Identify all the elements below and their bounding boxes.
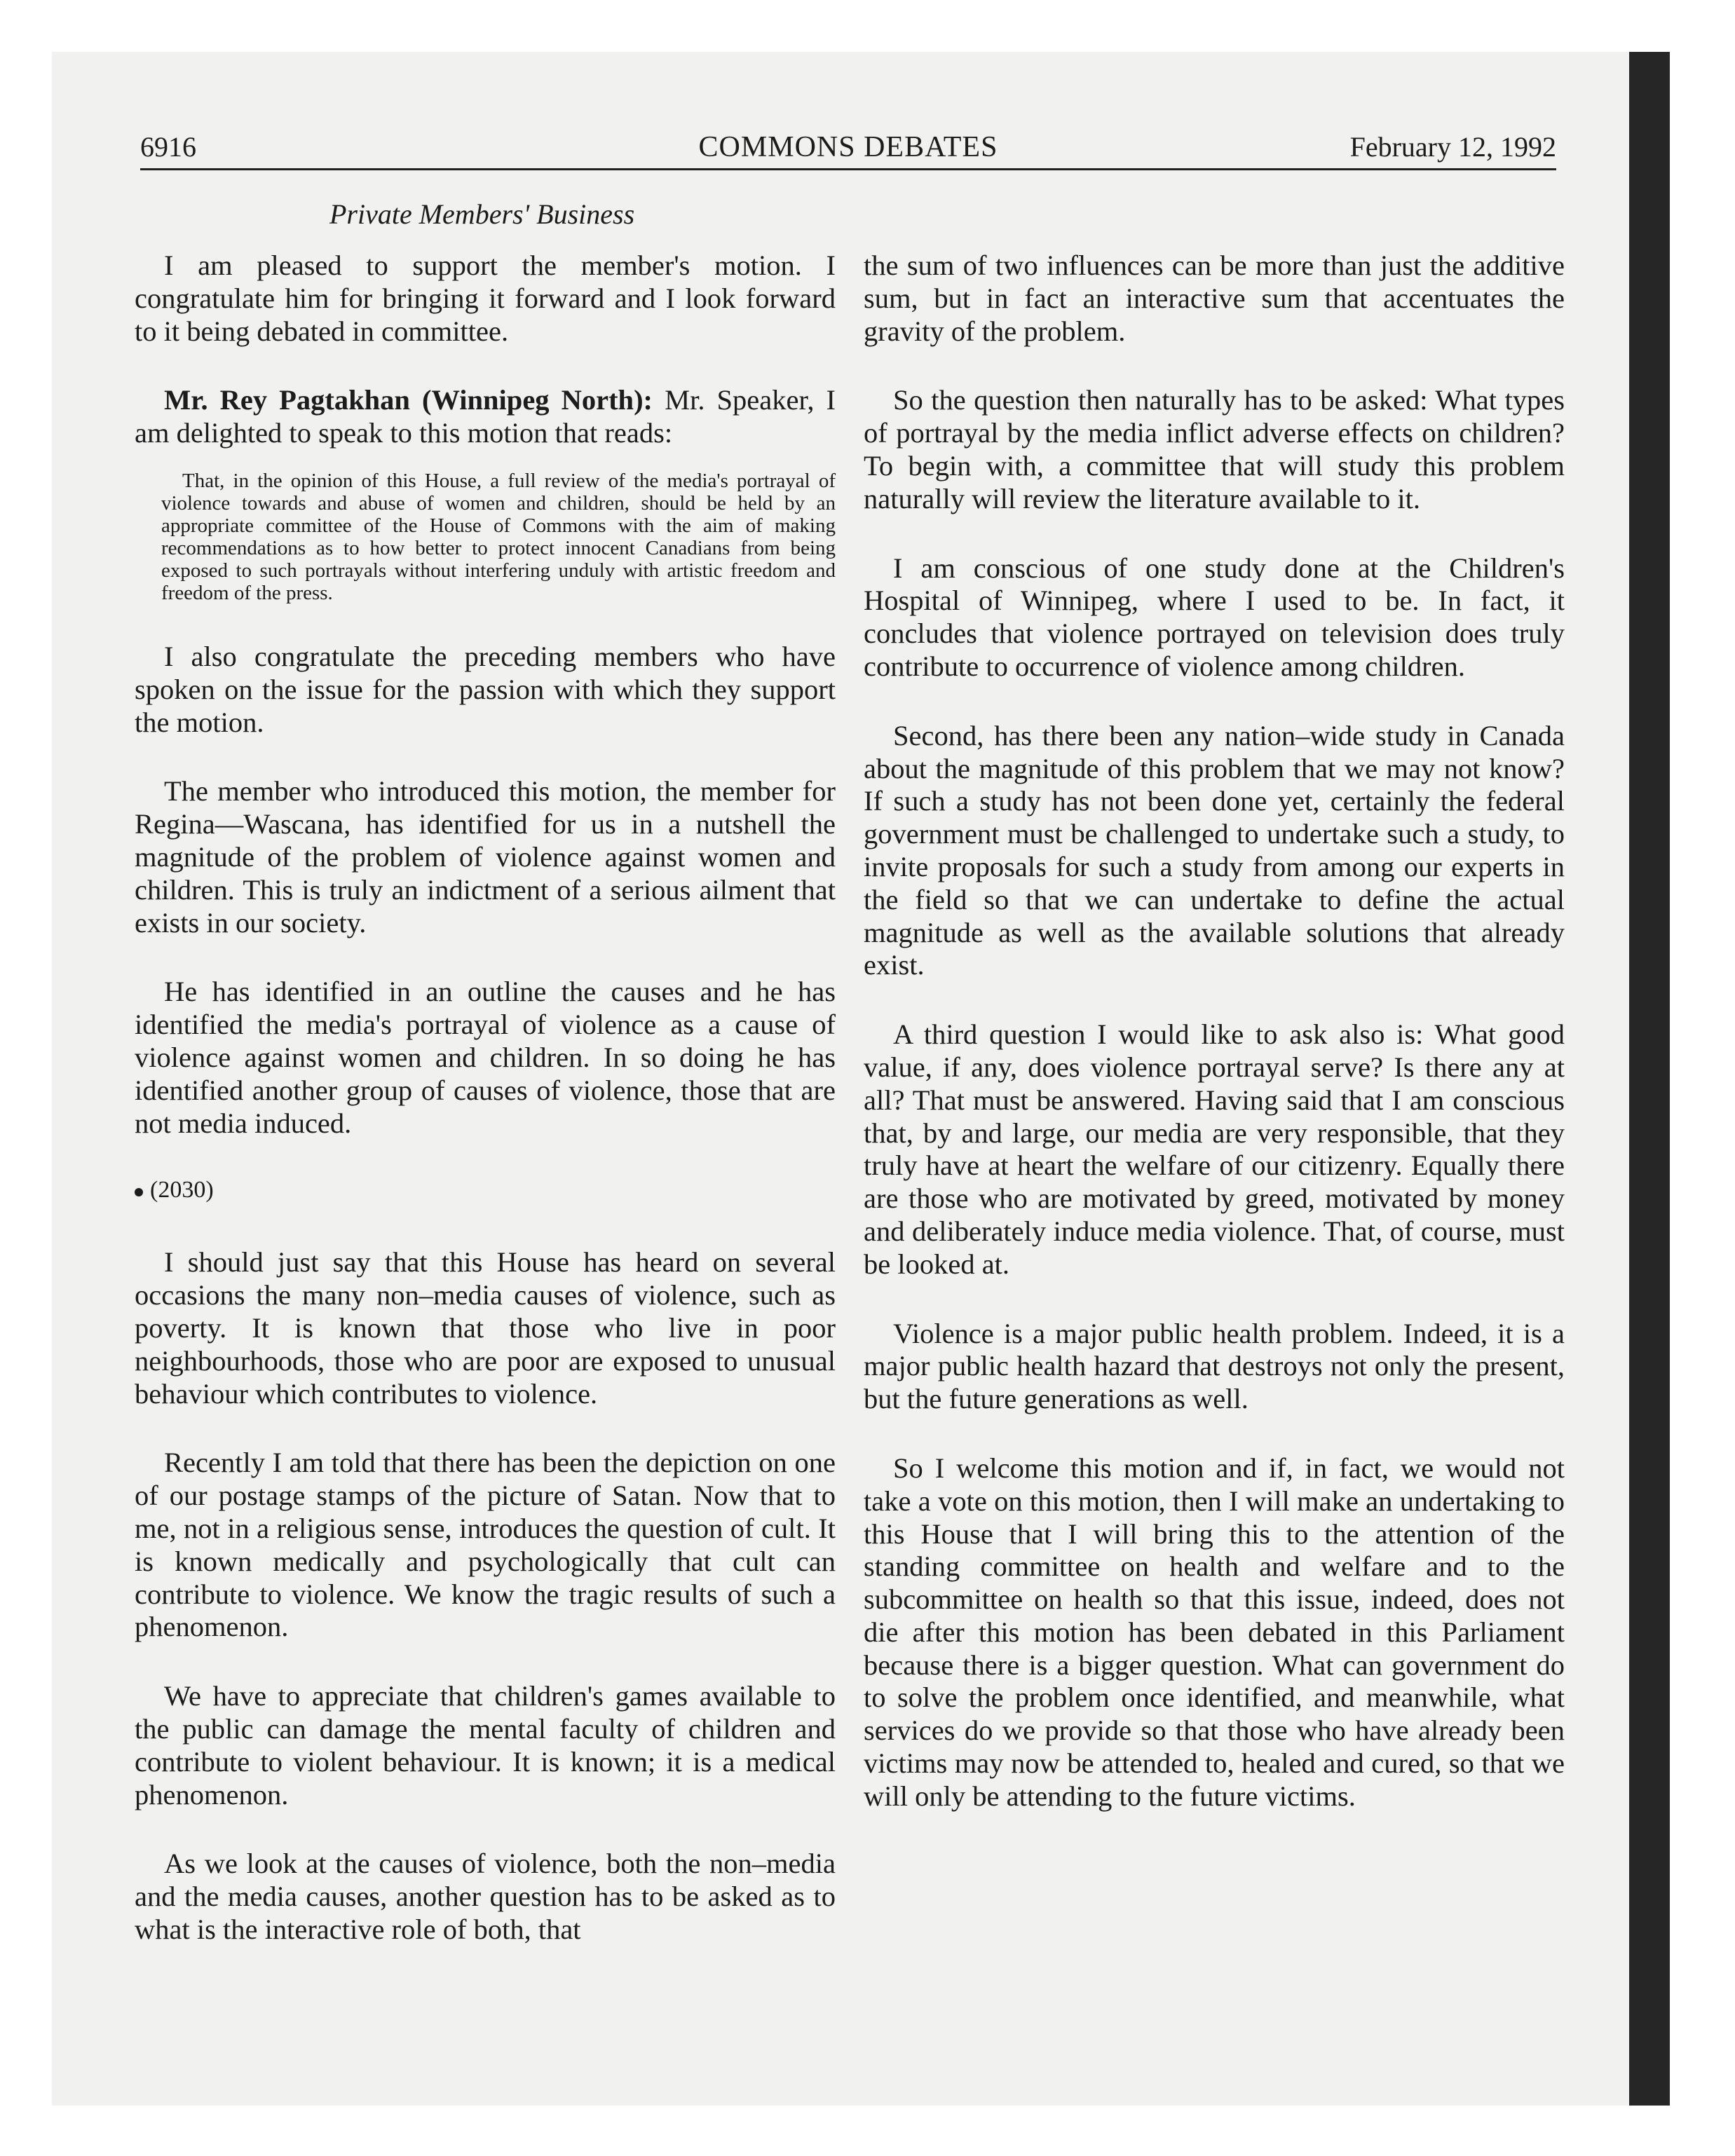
paragraph: The member who introduced this motion, the member for Regina—Wascana, has identified for us in a nutshell the magnitude of the problem of violence against women and children. This is truly an indictment of a serious ailment that exists in our society. <box>135 775 836 939</box>
paragraph: I am conscious of one study done at the Children's Hospital of Winnipeg, where I used to be. In fact, it concludes that violence portrayed on television does truly contribute to occurrence of violence among children. <box>864 552 1565 682</box>
paragraph: He has identified in an outline the causes and he has identified the media's portrayal of violence as a cause of violence against women and children. In so doing he has identified another group of causes of violence, those that are not media induced. <box>135 976 836 1139</box>
paragraph: So I welcome this motion and if, in fact, we would not take a vote on this motion, then I will make an undertaking to this House that I will bring this to the attention of the standing committee on health and welfare and to the subcommittee on health so that this issue, indeed, does not die after this motion has been debated in this Parliament because there is a bigger question. What can government do to solve the problem once identified, and meanwhile, what services do we provide so that those who have already been victims may now be attended to, healed and cured, so that we will only be attending to the future victims. <box>864 1452 1565 1812</box>
paragraph: I should just say that this House has heard on several occasions the many non–media causes of violence, such as poverty. It is known that those who live in poor neighbourhoods, those who are poor are exposed to unusual behaviour which contributes to violence. <box>135 1246 836 1410</box>
paragraph: Second, has there been any nation–wide study in Canada about the magnitude of this problem that we may not know? If such a study has not been done yet, certainly the federal government must be challenged to undertake such a study, to invite proposals for such a study from among our experts in the field so that we can undertake to define the actual magnitude as well as the available solutions that already exist. <box>864 719 1565 981</box>
paragraph: We have to appreciate that children's games available to the public can damage the mental faculty of children and contribute to violent behaviour. It is known; it is a medical phenomenon. <box>135 1680 836 1810</box>
paragraph: So the question then naturally has to be asked: What types of portrayal by the media inflict adverse effects on children? To begin with, a committee that will study this problem naturally will review the literature available to it. <box>864 384 1565 514</box>
paragraph: I am pleased to support the member's motion. I congratulate him for bringing it forward and I look forward to it being debated in committee. <box>135 250 836 347</box>
left-column <box>135 250 836 1983</box>
paragraph: Recently I am told that there has been the depiction on one of our postage stamps of the picture of Satan. Now that to me, not in a religious sense, introduces the question of cult. It is known medically and psychologically that cult can contribute to violence. We know the tragic results of such a phenomenon. <box>135 1447 836 1643</box>
scan-border-edge <box>1629 52 1670 2106</box>
paragraph: A third question I would like to ask also is: What good value, if any, does violence portrayal serve? Is there any at all? That must be answered. Having said that I am conscious that, by and large, our media are very responsible, that they truly have at heart the welfare of our citizenry. Equally there are those who are motivated by greed, motivated by money and deliberately induce media violence. That, of course, must be looked at. <box>864 1018 1565 1280</box>
right-column <box>864 250 1565 1850</box>
paragraph: Violence is a major public health problem. Indeed, it is a major public health hazard that destroys not only the present, but the future generations as well. <box>864 1317 1565 1415</box>
section-heading: Private Members' Business <box>329 198 635 230</box>
paragraph-text: Mr. Speaker, I am delighted to speak to this motion that reads: <box>135 384 836 449</box>
time-marker-text: (2030) <box>150 1177 214 1203</box>
page-number: 6916 <box>140 131 196 163</box>
publication-title: COMMONS DEBATES <box>698 131 998 163</box>
time-marker <box>135 1176 836 1204</box>
bullet-icon <box>135 1188 143 1196</box>
speaker-paragraph <box>135 384 836 450</box>
issue-date: February 12, 1992 <box>1349 131 1556 163</box>
paragraph: I also congratulate the preceding members who have spoken on the issue for the passion with which they support the motion. <box>135 640 836 738</box>
page-header <box>140 125 1556 170</box>
motion-quote: That, in the opinion of this House, a full review of the media's portrayal of violence towards and abuse of women and children, should be held by an appropriate committee of the House of Commons with the aim of making recommendations as to how better to protect innocent Canadians from being exposed to such portrayals without interfering unduly with artistic freedom and freedom of the press. <box>161 469 836 604</box>
paragraph: As we look at the causes of violence, both the non–media and the media causes, another question has to be asked as to what is the interactive role of both, that <box>135 1848 836 1945</box>
paragraph: the sum of two influences can be more than just the additive sum, but in fact an interactive sum that accentuates the gravity of the problem. <box>864 250 1565 347</box>
speaker-name: Mr. Rey Pagtakhan (Winnipeg North): <box>164 384 653 416</box>
